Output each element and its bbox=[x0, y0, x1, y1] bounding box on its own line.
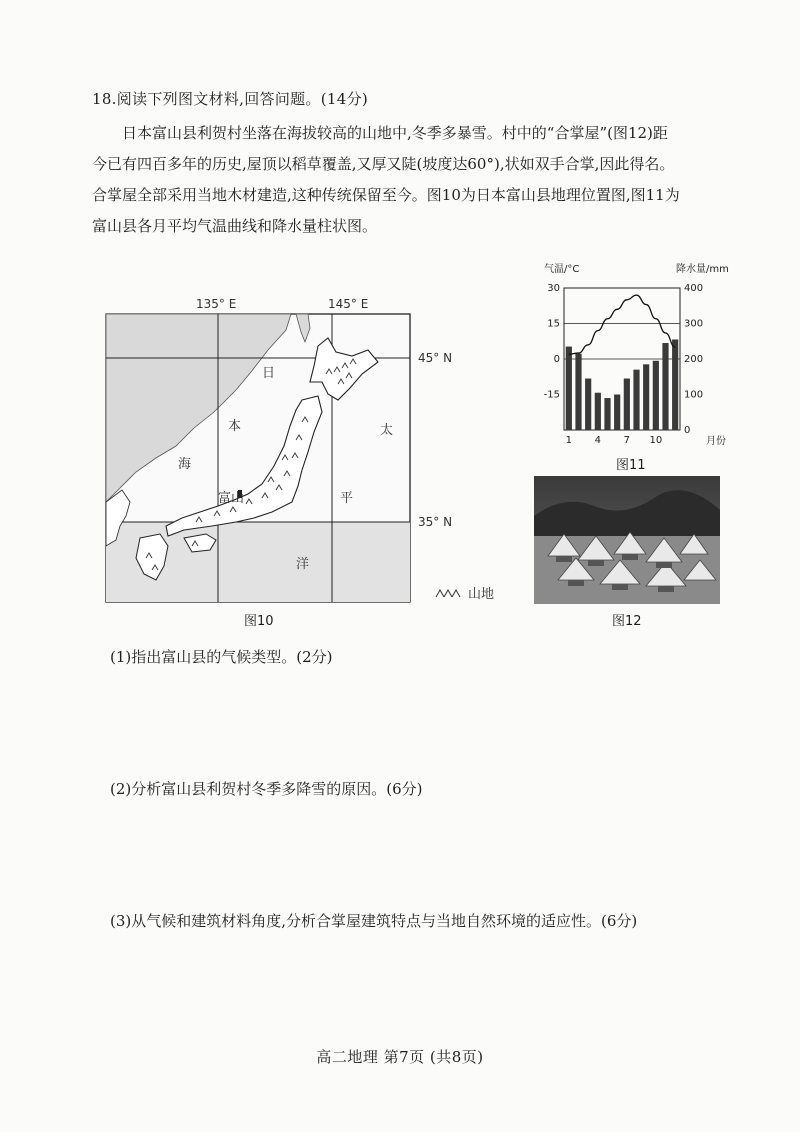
paragraph-line: 日本富山县利贺村坐落在海拔较高的山地中,冬季多暴雪。村中的“合掌屋”(图12)距 bbox=[122, 124, 668, 142]
month-tick-label: 1 bbox=[565, 435, 573, 446]
precip-bar bbox=[595, 393, 601, 430]
sub-question-1: (1)指出富山县的气候类型。(2分) bbox=[110, 648, 333, 666]
temp-tick-label: -15 bbox=[543, 389, 560, 401]
figure-10-caption: 图10 bbox=[244, 614, 274, 629]
precip-bar bbox=[633, 370, 639, 430]
temp-axis-label: 气温/°C bbox=[544, 264, 580, 275]
sea-of-japan-char-3: 海 bbox=[178, 457, 192, 472]
precip-bar bbox=[672, 339, 678, 430]
precip-bar bbox=[614, 395, 620, 431]
sub-question-3: (3)从气候和建筑材料角度,分析合掌屋建筑特点与当地自然环境的适应性。(6分) bbox=[110, 912, 638, 930]
paragraph-line: 今已有四百多年的历史,屋顶以稻草覆盖,又厚又陡(坡度达60°),状如双手合掌,因此得名。 bbox=[92, 155, 675, 173]
precip-bar bbox=[662, 343, 668, 430]
legend-mountain-label: 山地 bbox=[468, 587, 495, 602]
precip-axis-label: 降水量/mm bbox=[676, 264, 729, 275]
precip-bar bbox=[604, 398, 610, 430]
paragraph-line: 合掌屋全部采用当地木材建造,这种传统保留至今。图10为日本富山县地理位置图,图11为 bbox=[92, 186, 680, 204]
precip-bar bbox=[643, 364, 649, 430]
place-toyama: 富山 bbox=[218, 491, 245, 506]
lon-label-135: 135° E bbox=[196, 297, 237, 311]
month-axis-label: 月份 bbox=[706, 436, 726, 447]
pacific-char-3: 洋 bbox=[296, 557, 310, 572]
climate-chart bbox=[536, 258, 736, 454]
material-paragraph bbox=[92, 118, 732, 242]
figure-12-caption: 图12 bbox=[612, 614, 642, 629]
precip-bar bbox=[566, 347, 572, 430]
lat-label-35: 35° N bbox=[418, 515, 453, 529]
precip-bar bbox=[585, 379, 591, 430]
month-tick-label: 4 bbox=[594, 435, 602, 446]
sub-question-2: (2)分析富山县利贺村冬季多降雪的原因。(6分) bbox=[110, 780, 423, 798]
mountain-legend-icon bbox=[436, 590, 460, 597]
paragraph-line: 富山县各月平均气温曲线和降水量柱状图。 bbox=[92, 217, 378, 235]
temp-tick-label: 15 bbox=[547, 318, 560, 330]
japan-location-map bbox=[96, 290, 516, 620]
precip-bar bbox=[575, 354, 581, 430]
pacific-char-2: 平 bbox=[340, 491, 354, 506]
precip-tick-label: 100 bbox=[684, 389, 704, 401]
precip-tick-label: 400 bbox=[684, 283, 704, 294]
sea-of-japan-char-1: 日 bbox=[262, 366, 276, 381]
month-tick-label: 7 bbox=[623, 435, 631, 446]
precip-bar bbox=[653, 361, 659, 430]
question-title: 18.阅读下列图文材料,回答问题。(14分) bbox=[92, 90, 369, 108]
figure-11-caption: 图11 bbox=[616, 458, 646, 473]
precip-tick-label: 200 bbox=[684, 354, 704, 365]
page-footer: 高二地理 第7页 (共8页) bbox=[316, 1048, 484, 1066]
month-tick-label: 10 bbox=[649, 435, 663, 446]
sea-of-japan-char-2: 本 bbox=[228, 419, 242, 434]
precip-tick-label: 300 bbox=[684, 318, 704, 330]
precip-tick-label: 0 bbox=[684, 425, 691, 436]
precip-bar bbox=[624, 379, 630, 430]
lat-label-45: 45° N bbox=[418, 351, 453, 365]
temp-tick-label: 30 bbox=[547, 283, 560, 294]
temp-tick-label: 0 bbox=[553, 354, 560, 365]
gassho-village-photo bbox=[534, 476, 720, 604]
temperature-line bbox=[569, 295, 675, 354]
pacific-char-1: 太 bbox=[380, 423, 394, 438]
lon-label-145: 145° E bbox=[328, 297, 369, 311]
